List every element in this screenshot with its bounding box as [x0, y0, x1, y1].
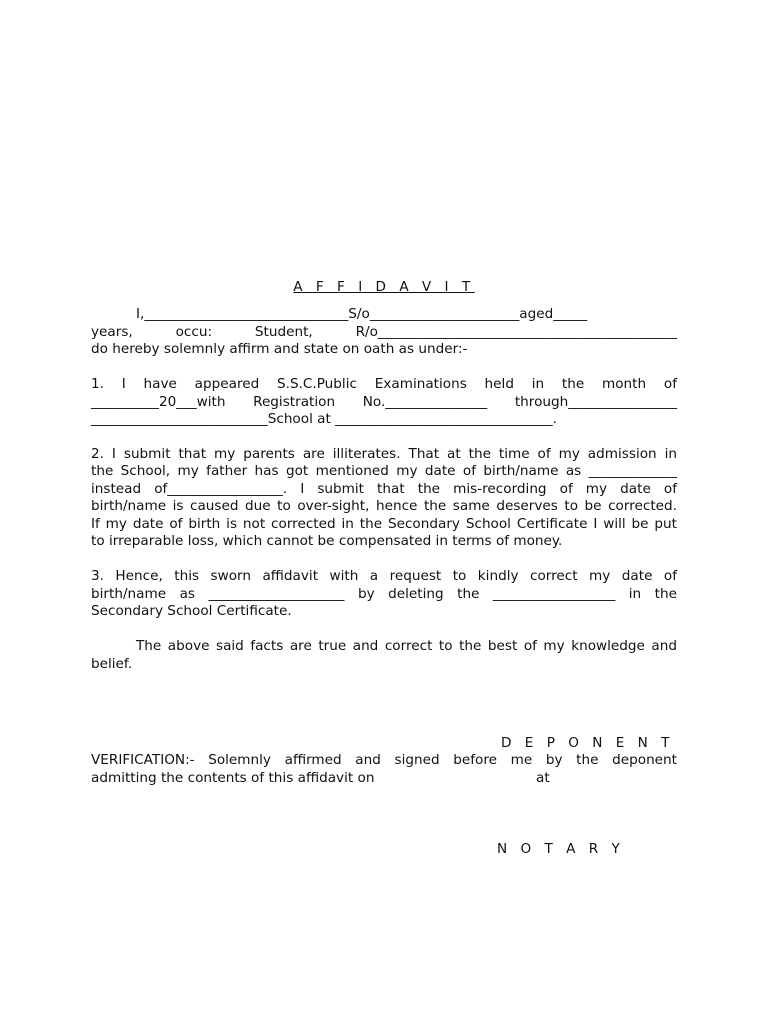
- document-title: A F F I D A V I T: [293, 279, 475, 295]
- para-2-line-3: instead of_________________. I submit that the mis-recording of my date of: [91, 481, 677, 497]
- para-2-line-2: the School, my father has got mentioned my date of birth/name as _____________: [91, 463, 677, 479]
- para-1-line-1: 1. I have appeared S.S.C.Public Examinations held in the month of: [91, 376, 677, 392]
- para-4-line-1: The above said facts are true and correct to the best of my knowledge and: [136, 638, 677, 654]
- para-1-line-3: __________________________School at ________________________________.: [91, 411, 557, 427]
- deponent-label: D E P O N E N T: [501, 735, 674, 751]
- verification-at: at: [536, 770, 550, 786]
- para-3-line-1: 3. Hence, this sworn affidavit with a request to kindly correct my date of: [91, 568, 677, 584]
- verification-line-2: admitting the contents of this affidavit on: [91, 770, 375, 786]
- verification-line-1: VERIFICATION:- Solemnly affirmed and signed before me by the deponent: [91, 752, 677, 768]
- para-4-line-2: belief.: [91, 656, 133, 672]
- para-3-line-3: Secondary School Certificate.: [91, 603, 292, 619]
- intro-line-1: I,______________________________S/o______________________aged_____: [136, 306, 588, 322]
- notary-label: N O T A R Y: [497, 841, 625, 857]
- intro-line-2: years, occu: Student, R/o____________________________________________: [91, 324, 677, 340]
- para-3-line-2: birth/name as ____________________ by deleting the __________________ in the: [91, 586, 677, 602]
- para-2-line-4: birth/name is caused due to over-sight, hence the same deserves to be corrected.: [91, 498, 677, 514]
- para-2-line-5: If my date of birth is not corrected in the Secondary School Certificate I will be put: [91, 516, 677, 532]
- para-2-line-1: 2. I submit that my parents are illiterates. That at the time of my admission in: [91, 446, 677, 462]
- para-1-line-2: __________20___with Registration No._______________ through________________: [91, 394, 677, 410]
- para-2-line-6: to irreparable loss, which cannot be compensated in terms of money.: [91, 533, 563, 549]
- intro-line-3: do hereby solemnly affirm and state on oath as under:-: [91, 341, 468, 357]
